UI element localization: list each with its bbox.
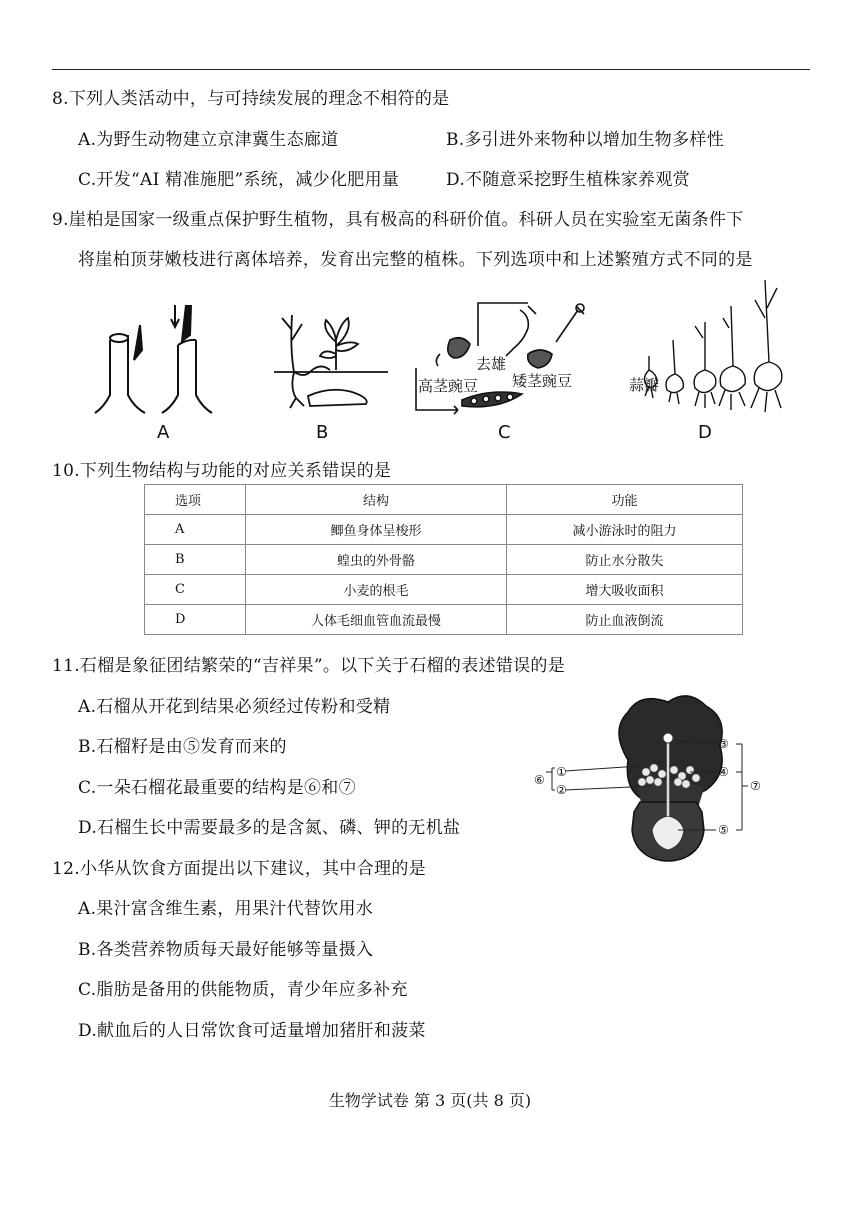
q9-figure-d-garlic [625, 278, 790, 418]
marker-2: ② [556, 783, 567, 797]
header-rule [52, 69, 810, 70]
marker-5: ⑤ [718, 823, 729, 837]
q11-option-a: A.石榴从开花到结果必须经过传粉和受精 [78, 697, 391, 717]
q12-option-c: C.脂肪是备用的供能物质，青少年应多补充 [78, 980, 408, 1000]
table-cell-structure: 鲫鱼身体呈梭形 [246, 515, 507, 545]
q12-stem: 12.小华从饮食方面提出以下建议，其中合理的是 [52, 859, 426, 879]
table-row [145, 545, 743, 575]
marker-3: ③ [718, 737, 729, 751]
q8-stem: 8.下列人类活动中，与可持续发展的理念不相符的是 [52, 89, 450, 109]
q12-option-d: D.献血后的人日常饮食可适量增加猪肝和菠菜 [78, 1021, 426, 1041]
q8-option-c: C.开发“AI 精准施肥”系统，减少化肥用量 [78, 170, 400, 190]
q11-option-d: D.石榴生长中需要最多的是含氮、磷、钾的无机盐 [78, 818, 461, 838]
table-row [145, 515, 743, 545]
table-cell-structure: 人体毛细血管血流最慢 [246, 605, 507, 635]
marker-4: ④ [718, 765, 729, 779]
q9-figure-b-layering [270, 300, 390, 415]
q12-option-a: A.果汁富含维生素，用果汁代替饮用水 [78, 899, 374, 919]
table-cell-option: A [145, 515, 246, 545]
q9-stem-line1: 9.崖柏是国家一级重点保护野生植物，具有极高的科研价值。科研人员在实验室无菌条件下 [52, 210, 744, 230]
q8-option-d: D.不随意采挖野生植株家养观赏 [446, 170, 690, 190]
table-cell-option: B [145, 545, 246, 575]
q10-stem: 10.下列生物结构与功能的对应关系错误的是 [52, 461, 392, 481]
table-row [145, 575, 743, 605]
q10-table [144, 484, 743, 635]
q9-stem-line2: 将崖柏顶芽嫩枝进行离体培养，发育出完整的植株。下列选项中和上述繁殖方式不同的是 [78, 250, 753, 270]
table-cell-function: 减小游泳时的阻力 [507, 515, 743, 545]
q8-option-a: A.为野生动物建立京津冀生态廊道 [78, 130, 339, 150]
table-row [145, 605, 743, 635]
q9-figure-label-b: B [316, 422, 329, 443]
q11-option-c: C.一朵石榴花最重要的结构是⑥和⑦ [78, 778, 356, 798]
q9-c-short-pea-label: 矮茎豌豆 [512, 372, 573, 390]
q9-figure-c-pea-cross [410, 298, 600, 423]
marker-7: ⑦ [750, 779, 761, 793]
table-cell-function: 防止血液倒流 [507, 605, 743, 635]
q9-figure-label-c: C [498, 422, 511, 443]
table-header-option: 选项 [145, 485, 246, 515]
q8-option-b: B.多引进外来物种以增加生物多样性 [446, 130, 724, 150]
q9-figure-label-a: A [157, 422, 170, 443]
q9-figure-label-d: D [698, 422, 712, 443]
table-cell-option: C [145, 575, 246, 605]
table-header-function: 功能 [507, 485, 743, 515]
q9-d-garlic-label: 蒜瓣 [629, 376, 660, 394]
q12-option-b: B.各类营养物质每天最好能够等量摄入 [78, 940, 374, 960]
q9-figure-a-grafting [90, 295, 220, 420]
table-header-row [145, 485, 743, 515]
table-cell-structure: 小麦的根毛 [246, 575, 507, 605]
table-cell-function: 防止水分散失 [507, 545, 743, 575]
page-footer: 生物学试卷 第 3 页(共 8 页) [328, 1091, 532, 1110]
q9-c-tall-pea-label: 高茎豌豆 [418, 377, 479, 395]
table-cell-structure: 蝗虫的外骨骼 [246, 545, 507, 575]
q9-c-detassel-label: 去雄 [476, 355, 507, 373]
q11-flower-diagram [528, 690, 778, 870]
q11-stem: 11.石榴是象征团结繁荣的“吉祥果”。以下关于石榴的表述错误的是 [52, 656, 566, 676]
table-header-structure: 结构 [246, 485, 507, 515]
marker-6: ⑥ [534, 773, 545, 787]
table-cell-function: 增大吸收面积 [507, 575, 743, 605]
table-cell-option: D [145, 605, 246, 635]
q11-option-b: B.石榴籽是由⑤发育而来的 [78, 737, 287, 757]
marker-1: ① [556, 765, 567, 779]
